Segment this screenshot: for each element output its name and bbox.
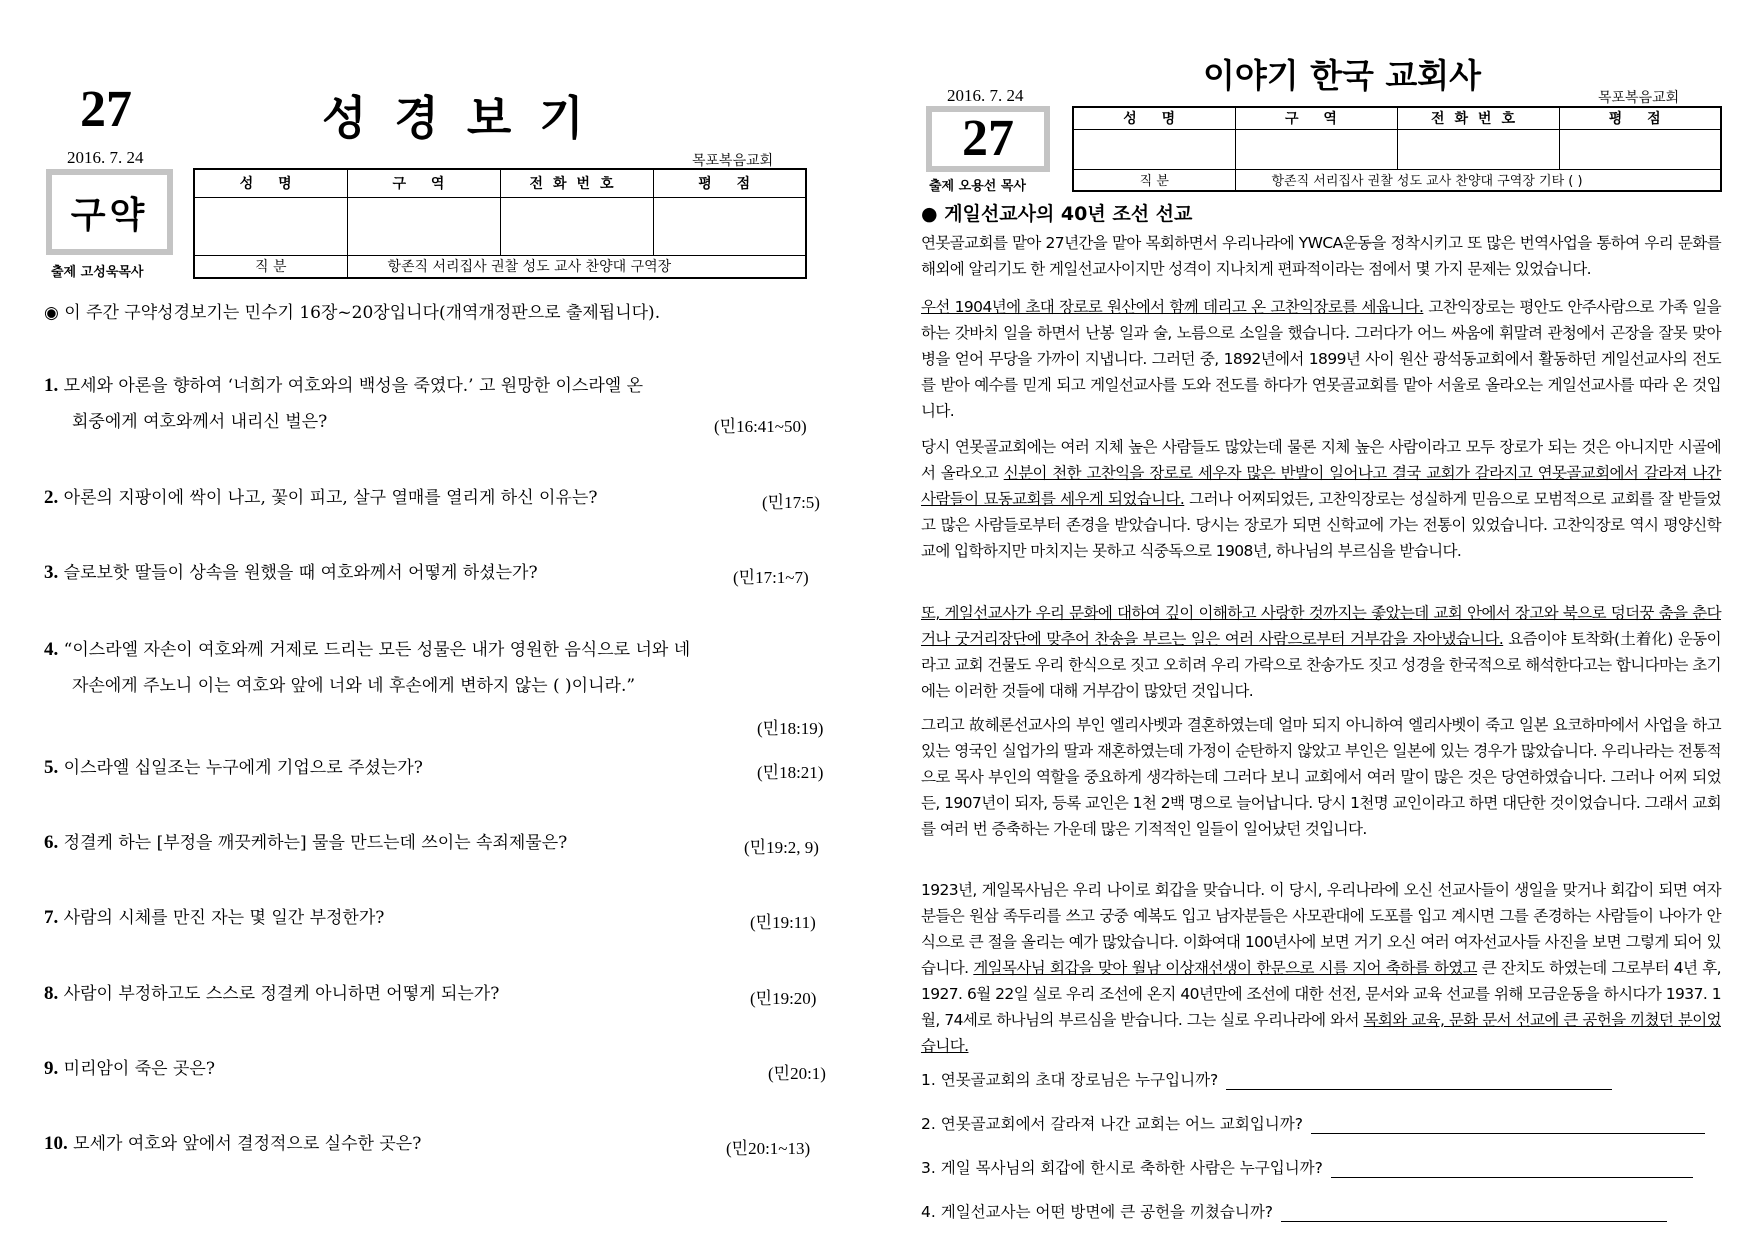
question-text: 2. 연못골교회에서 갈라져 나간 교회는 어느 교회입니까?	[921, 1115, 1303, 1133]
answer-line[interactable]	[1226, 1071, 1612, 1090]
left-page-title: 성경보기	[322, 91, 612, 145]
question-text-cont: 회중에게 여호와께서 내리신 벌은?	[72, 412, 328, 432]
right-question-3	[921, 1156, 1693, 1178]
header-score: 평 점	[1559, 107, 1721, 129]
question-number: 8.	[44, 983, 59, 1004]
paragraph-4	[921, 600, 1721, 704]
question-text: 이스라엘 십일조는 누구에게 기업으로 주셨는가?	[63, 758, 423, 778]
score-field[interactable]	[1559, 129, 1721, 169]
name-field[interactable]	[194, 197, 347, 255]
question-text: 사람이 부정하고도 스스로 정결케 아니하면 어떻게 되는가?	[63, 984, 500, 1004]
left-testament-label: 구약	[70, 194, 149, 236]
underlined-text: 목회와 교육, 문화 문서 선교에 큰 공헌을 끼쳤던 분이었습니다.	[921, 1011, 1721, 1055]
right-church-name: 목포복음교회	[1598, 90, 1680, 106]
question-3	[44, 555, 844, 591]
role-label: 직 분	[194, 255, 347, 278]
right-question-2	[921, 1112, 1705, 1134]
right-date: 2016. 7. 24	[947, 86, 1024, 105]
paragraph-text: 요즘이야 토착화(土着化) 운동이라고 교회 건물도 우리 한식으로 짓고 오히려 우리 가락으로 찬송가도 짓고 성경을 한국적으로 해석한다고는 합니다마는 초기에는 이러한 것들에 대해 거부감이 많았던 것입니다.	[921, 630, 1721, 700]
question-number: 7.	[44, 907, 59, 928]
answer-line[interactable]	[1311, 1115, 1705, 1134]
left-info-table	[193, 168, 807, 279]
header-district: 구 역	[1235, 107, 1397, 129]
right-question-4	[921, 1200, 1667, 1222]
paragraph-6	[921, 877, 1721, 1059]
left-church-name: 목포복음교회	[692, 153, 774, 169]
question-4	[44, 632, 844, 704]
question-8-ref: (민19:20)	[750, 989, 817, 1008]
question-number: 3.	[44, 562, 59, 583]
question-5	[44, 750, 844, 786]
question-7-ref: (민19:11)	[750, 913, 816, 932]
district-field[interactable]	[347, 197, 500, 255]
header-name: 성 명	[1073, 107, 1235, 129]
question-8	[44, 976, 844, 1012]
question-text: 3. 게일 목사님의 회갑에 한시로 축하한 사람은 누구입니까?	[921, 1159, 1323, 1177]
header-score: 평 점	[653, 169, 806, 197]
underlined-text: 우선 1904년에 초대 장로로 원산에서 함께 데리고 온 고찬익장로를 세웁니다.	[921, 298, 1424, 316]
question-number: 6.	[44, 832, 59, 853]
question-number: 10.	[44, 1133, 68, 1154]
question-5-ref: (민18:21)	[757, 763, 824, 782]
right-lesson-number: 27	[962, 110, 1014, 167]
left-testament-box	[46, 169, 173, 255]
left-lesson-number: 27	[80, 81, 132, 138]
question-10-ref: (민20:1~13)	[726, 1139, 811, 1158]
question-number: 9.	[44, 1058, 59, 1079]
right-author: 출제 오용선 목사	[929, 179, 1026, 194]
paragraph-3	[921, 434, 1721, 564]
question-text: 4. 게일선교사는 어떤 방면에 큰 공헌을 끼쳤습니까?	[921, 1203, 1274, 1221]
paragraph-text: 연못골교회를 맡아 27년간을 맡아 목회하면서 우리나라에 YWCA운동을 정착시키고 또 많은 번역사업을 통하여 우리 문화를 해외에 알리기도 한 게일선교사이지만 성격이 지나치게 편파적이라는 점에서 몇 가지 문제는 있었습니다.	[921, 234, 1721, 278]
question-number: 4.	[44, 639, 59, 660]
right-info-table	[1072, 106, 1722, 192]
phone-field[interactable]	[1397, 129, 1559, 169]
left-author: 출제 고성욱목사	[51, 265, 144, 280]
question-text: 미리암이 죽은 곳은?	[63, 1059, 215, 1079]
underlined-text: 신분이 천한 고찬익을 장로로 세우자 많은 반발이 일어나고 결국 교회가 갈라지고 연못골교회에서 갈라져 나간 사람들이 묘동교회를 세우게 되었습니다.	[921, 464, 1721, 508]
right-question-1	[921, 1068, 1612, 1090]
right-heading: ● 게일선교사의 40년 조선 선교	[921, 203, 1193, 225]
question-3-ref: (민17:1~7)	[733, 568, 809, 587]
question-text: 사람의 시체를 만진 자는 몇 일간 부정한가?	[63, 908, 385, 928]
underlined-text: 게일목사님 회갑을 맞아 월남 이상재선생이 한문으로 시를 지어 축하를 하였고	[973, 959, 1478, 977]
question-text-cont: 자손에게 주노니 이는 여호와 앞에 너와 네 후손에게 변하지 않는 ( )이니라.”	[72, 676, 636, 696]
question-2	[44, 480, 844, 516]
left-intro: ◉ 이 주간 구약성경보기는 민수기 16장~20장입니다(개역개정판으로 출제됩니다).	[44, 303, 661, 323]
question-text: 정결케 하는 [부정을 깨끗케하는] 물을 만드는데 쓰이는 속죄제물은?	[63, 833, 568, 853]
phone-field[interactable]	[500, 197, 653, 255]
paragraph-5	[921, 712, 1721, 842]
question-6-ref: (민19:2, 9)	[744, 838, 819, 857]
question-6	[44, 825, 844, 861]
paragraph-text: 당시 연못골교회에는 여러 지체 높은 사람들도 많았는데 물론 지체 높은 사람이라고 모두 장로가 되는 것은 아니지만 시골에서 올라오고	[921, 438, 1721, 482]
paragraph-text: 그러나 어찌되었든, 고찬익장로는 성실하게 믿음으로 모범적으로 교회를 잘 받들었고 많은 사람들로부터 존경을 받았습니다. 당시는 장로가 되면 신학교에 가는 전통이 있었습니다. 고찬익장로 역시 평양신학교에 입학하지만 마치지는 못하고 식중독으로 1908년, 하나님의 부르심을 받습니다.	[921, 490, 1721, 560]
name-field[interactable]	[1073, 129, 1235, 169]
answer-line[interactable]	[1331, 1159, 1693, 1178]
question-number: 5.	[44, 757, 59, 778]
question-1-ref: (민16:41~50)	[714, 417, 807, 436]
paragraph-2	[921, 294, 1721, 424]
question-text: 모세가 여호와 앞에서 결정적으로 실수한 곳은?	[73, 1134, 422, 1154]
left-date: 2016. 7. 24	[67, 148, 144, 167]
question-text: 슬로보핫 딸들이 상속을 원했을 때 여호와께서 어떻게 하셨는가?	[63, 563, 538, 583]
underlined-text: 또, 게일선교사가 우리 문화에 대하여 깊이 이해하고 사랑한 것까지는 좋았는데 교회 안에서 장고와 북으로 덩더꿍 춤을 춘다거나 굿거리장단에 맞추어 찬송을 부르는 일은 여러 사람으로부터 거부감을 자아냈습니다.	[921, 604, 1721, 648]
question-number: 1.	[44, 375, 59, 396]
question-9	[44, 1051, 844, 1087]
question-text: 아론의 지팡이에 싹이 나고, 꽃이 피고, 살구 열매를 열리게 하신 이유는?	[63, 488, 598, 508]
question-7	[44, 900, 844, 936]
question-text: “이스라엘 자손이 여호와께 거제로 드리는 모든 성물은 내가 영원한 음식으로 너와 네	[63, 640, 691, 660]
question-text: 모세와 아론을 향하여 ‘너희가 여호와의 백성을 죽였다.’ 고 원망한 이스라엘 온	[63, 376, 643, 396]
right-lesson-box	[926, 106, 1050, 172]
header-phone: 전화번호	[500, 169, 653, 197]
paragraph-text: 1923년, 게일목사님은 우리 나이로 회갑을 맞습니다. 이 당시, 우리나라에 오신 선교사들이 생일을 맞거나 회갑이 되면 여자분들은 원삼 족두리를 쓰고 궁중 예복도 입고 남자분들은 사모관대에 도포를 입고 계시면 그를 존경하는 사람들이 나아가 안식으로 큰 절을 올리는 예가 많았습니다. 이화여대 100년사에 보면 거기 오신 여러 여자선교사들 사진을 보면 그렇게 되어 있습니다.	[921, 881, 1721, 977]
header-name: 성 명	[194, 169, 347, 197]
header-district: 구 역	[347, 169, 500, 197]
district-field[interactable]	[1235, 129, 1397, 169]
paragraph-text: 고찬익장로는 평안도 안주사람으로 가족 일을 하는 갓바치 일을 하면서 난봉 일과 술, 노름으로 소일을 했습니다. 그러다가 어느 싸움에 휘말려 관청에서 곤장을 잘못 맞아 병을 얻어 무당을 가까이 지냅니다. 그러던 중, 1892년에서 1899년 사이 원산 광석동교회에서 활동하던 게일선교사의 전도를 받아 예수를 믿게 되고 게일선교사를 도와 전도를 하다가 연못골교회를 맡아 서울로 올라오는 게일선교사를 따라 온 것입니다.	[921, 298, 1721, 420]
score-field[interactable]	[653, 197, 806, 255]
role-options: 항존직 서리집사 권찰 성도 교사 찬양대 구역장 기타 ( )	[1235, 169, 1721, 191]
question-2-ref: (민17:5)	[762, 493, 820, 512]
paragraph-text: 큰 잔치도 하였는데 그로부터 4년 후, 1927. 6월 22일 실로 우리 조선에 온지 40년만에 조선에 대한 선전, 문서와 교육 선교를 위해 모금운동을 하시다가 1937. 1월, 74세로 하나님의 부르심을 받습니다. 그는 실로 우리나라에 와서	[921, 959, 1721, 1029]
answer-line[interactable]	[1281, 1203, 1667, 1222]
question-10	[44, 1126, 844, 1162]
paragraph-text: 그리고 故헤론선교사의 부인 엘리사벳과 결혼하였는데 얼마 되지 아니하여 엘리사벳이 죽고 일본 요코하마에서 사업을 하고 있는 영국인 실업가의 딸과 재혼하였는데 가정이 순탄하지 않았고 부인은 일본에 있는 경우가 많았습니다. 우리나라는 전통적으로 목사 부인의 역할을 중요하게 생각하는데 그러다 보니 교회에서 여러 말이 많은 것은 당연하였습니다. 그러나 어찌 되었든, 1907년이 되자, 등록 교인은 1천 2백 명으로 늘어납니다. 당시 1천명 교인이라고 하면 대단한 것이었습니다. 그래서 교회를 여러 번 증축하는 가운데 많은 기적적인 일들이 일어났던 것입니다.	[921, 716, 1721, 838]
paragraph-1	[921, 230, 1721, 282]
question-9-ref: (민20:1)	[768, 1064, 826, 1083]
header-phone: 전화번호	[1397, 107, 1559, 129]
question-text: 1. 연못골교회의 초대 장로님은 누구입니까?	[921, 1071, 1219, 1089]
role-options: 항존직 서리집사 권찰 성도 교사 찬양대 구역장	[347, 255, 806, 278]
question-number: 2.	[44, 487, 59, 508]
right-page-title: 이야기 한국 교회사	[1203, 56, 1482, 95]
question-4-ref: (민18:19)	[757, 719, 824, 738]
role-label: 직 분	[1073, 169, 1235, 191]
